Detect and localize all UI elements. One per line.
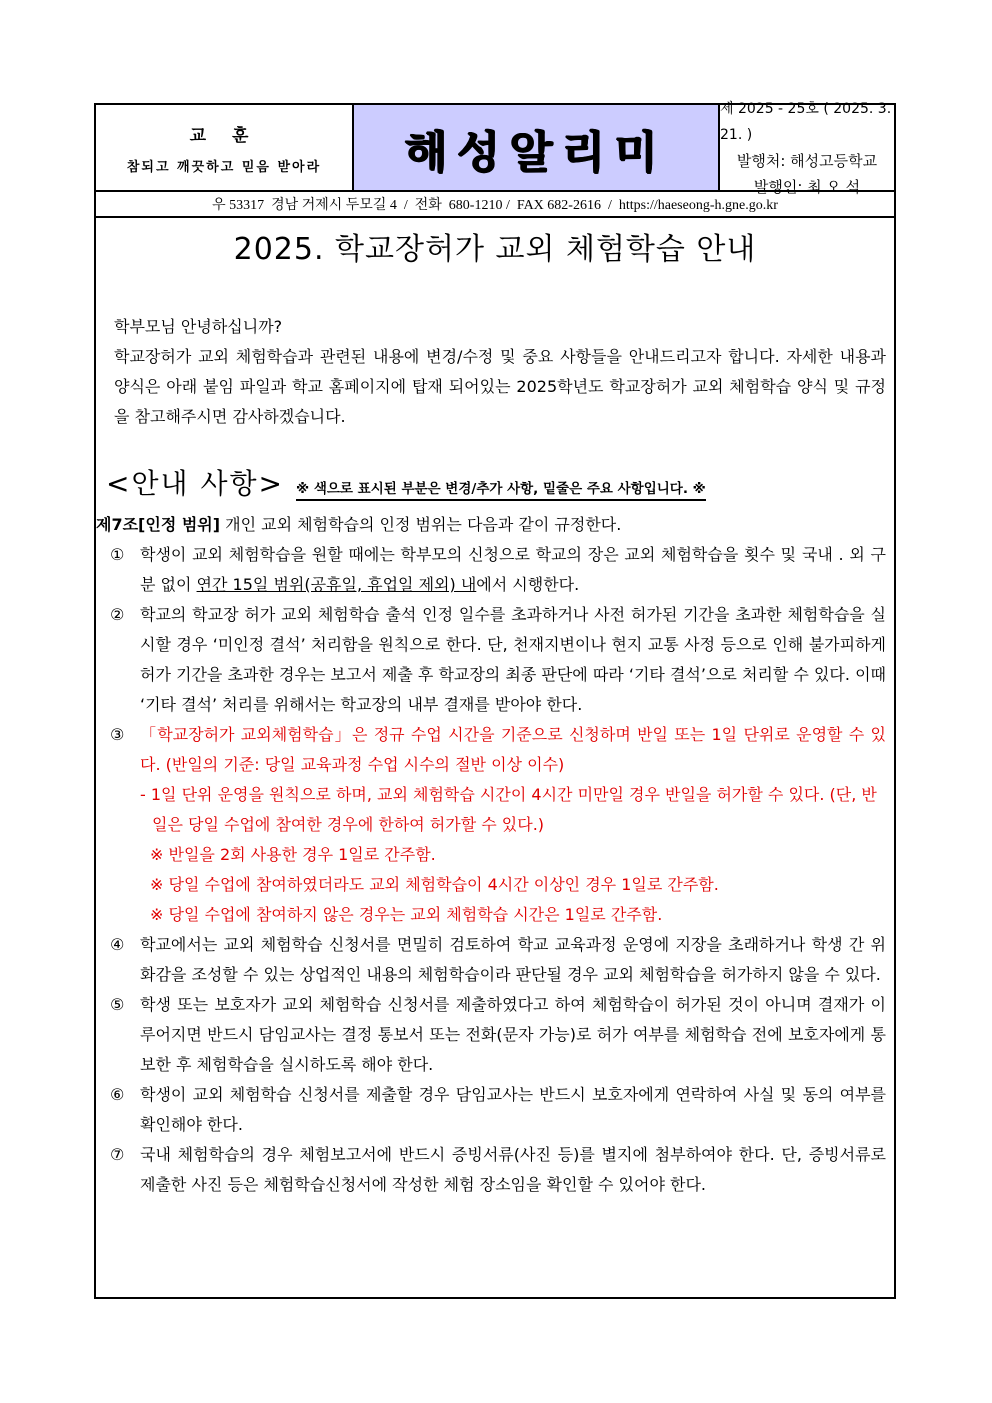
item-number: ② <box>110 605 125 624</box>
item-number: ⑤ <box>110 995 125 1014</box>
motto-text: 참되고 깨끗하고 믿음 받아라 <box>126 159 322 175</box>
list-item <box>110 1140 886 1200</box>
masthead <box>96 100 894 196</box>
item-number: ④ <box>110 935 125 954</box>
section-note: ※ 색으로 표시된 부분은 변경/추가 사항, 밑줄은 주요 사항입니다. ※ <box>296 477 706 501</box>
section-header <box>106 462 894 502</box>
item-number: ① <box>110 545 125 564</box>
article-7 <box>96 510 886 1200</box>
item-underlined-text: 연간 15일 범위(공휴일, 휴업일 제외) 내 <box>196 575 477 594</box>
article-heading <box>96 510 886 540</box>
list-item <box>110 1080 886 1140</box>
item-text: 학교의 학교장 허가 교외 체험학습 출석 인정 일수를 초과하거나 사전 허가된 기간을 초과한 체험학습을 실시할 경우 ‘미인정 결석’ 처리함을 원칙으로 한다. 단, 천재지변이나 현지 교통 사정 등으로 인해 불가피하게 허가 기간을 초과한 경우는 보고서 제출 후 학교장의 최종 판단에 따라 ‘기타 결석’으로 처리할 수 있다. 이때 ‘기타 결석’ 처리를 위해서는 학교장의 내부 결재를 받아야 한다. <box>140 605 886 714</box>
item-number: ③ <box>110 725 125 744</box>
issue-info <box>720 100 894 196</box>
list-item <box>110 990 886 1080</box>
article-label: 제7조[인정 범위] <box>96 515 221 534</box>
motto-title: 교 훈 <box>189 125 259 146</box>
publisher: 발행처: 해성고등학교 <box>736 151 878 170</box>
issue-number: 제 2025 - 25호 ( 2025. 3. 21. ) <box>720 100 892 143</box>
sub-item: - 1일 단위 운영을 원칙으로 하며, 교외 체험학습 시간이 4시간 미만일 경우 반일을 허가할 수 있다. (단, 반일은 당일 수업에 참여한 경우에 한하여 허가할 수 있다.) <box>140 785 877 834</box>
list-item <box>110 540 886 600</box>
item-text: 학생이 교외 체험학습을 원할 때에는 학부모의 신청으로 학교의 장은 교외 체험학습을 횟수 및 국내 . 외 구분 없이 <box>140 545 886 594</box>
item-text: 에서 시행한다. <box>476 575 580 594</box>
note-1: ※ 반일을 2회 사용한 경우 1일로 간주함. <box>150 845 436 864</box>
item-text: 국내 체험학습의 경우 체험보고서에 반드시 증빙서류(사진 등)를 별지에 첨부하여야 한다. 단, 증빙서류로 제출한 사진 등은 체험학습신청서에 작성한 체험 장소임을 확인할 수 있어야 한다. <box>140 1145 886 1194</box>
banner-title: 해성알리미 <box>404 126 668 178</box>
greeting-body: 학교장허가 교외 체험학습과 관련된 내용에 변경/수정 및 중요 사항들을 안내드리고자 합니다. 자세한 내용과 양식은 아래 붙임 파일과 학교 홈페이지에 탑재 되어있는 2025학년도 학교장허가 교외 체험학습 양식 및 규정을 참고해주시면 감사하겠습니다. <box>114 347 886 426</box>
list-item <box>110 600 886 720</box>
item-text: 「학교장허가 교외체험학습」은 정규 수업 시간을 기준으로 신청하며 반일 또는 1일 단위로 운영할 수 있다. (반일의 기준: 당일 교육과정 수업 시수의 절반 이상 이수) <box>140 725 886 774</box>
item-text: 학생 또는 보호자가 교외 체험학습 신청서를 제출하였다고 하여 체험학습이 허가된 것이 아니며 결재가 이루어지면 반드시 담임교사는 결정 통보서 또는 전화(문자 가능)로 허가 여부를 체험학습 전에 보호자에게 통보한 후 체험학습을 실시하도록 해야 한다. <box>140 995 886 1074</box>
school-motto <box>96 105 354 190</box>
section-title: <안내 사항> <box>106 467 285 500</box>
item-number: ⑥ <box>110 1085 125 1104</box>
list-item <box>110 930 886 990</box>
note-3: ※ 당일 수업에 참여하지 않은 경우는 교외 체험학습 시간은 1일로 간주함. <box>150 905 663 924</box>
article-intro: 개인 교외 체험학습의 인정 범위는 다음과 같이 규정한다. <box>220 515 622 534</box>
issuer: 발행인: 최 오 석 <box>753 177 861 196</box>
item-number: ⑦ <box>110 1145 125 1164</box>
list-item-highlighted <box>110 720 886 780</box>
note-2: ※ 당일 수업에 참여하였더라도 교외 체험학습이 4시간 이상인 경우 1일로 간주함. <box>150 875 719 894</box>
address-bar: 우 53317 경남 거제시 두모길 4 / 전화 680-1210 / FAX 682-2616 / https://haeseong-h.gne.go.kr <box>96 192 894 218</box>
greeting-salutation: 학부모님 안녕하십니까? <box>114 317 283 336</box>
newsletter-banner <box>354 105 720 190</box>
newsletter-page <box>94 100 896 1299</box>
item-text: 학생이 교외 체험학습 신청서를 제출할 경우 담임교사는 반드시 보호자에게 연락하여 사실 및 동의 여부를 확인해야 한다. <box>140 1085 886 1134</box>
greeting <box>114 312 886 432</box>
item-text: 학교에서는 교외 체험학습 신청서를 면밀히 검토하여 학교 교육과정 운영에 지장을 초래하거나 학생 간 위화감을 조성할 수 있는 상업적인 내용의 체험학습이라 판단될 경우 교외 체험학습을 허가하지 않을 수 있다. <box>140 935 886 984</box>
page-title: 2025. 학교장허가 교외 체험학습 안내 <box>233 232 757 267</box>
